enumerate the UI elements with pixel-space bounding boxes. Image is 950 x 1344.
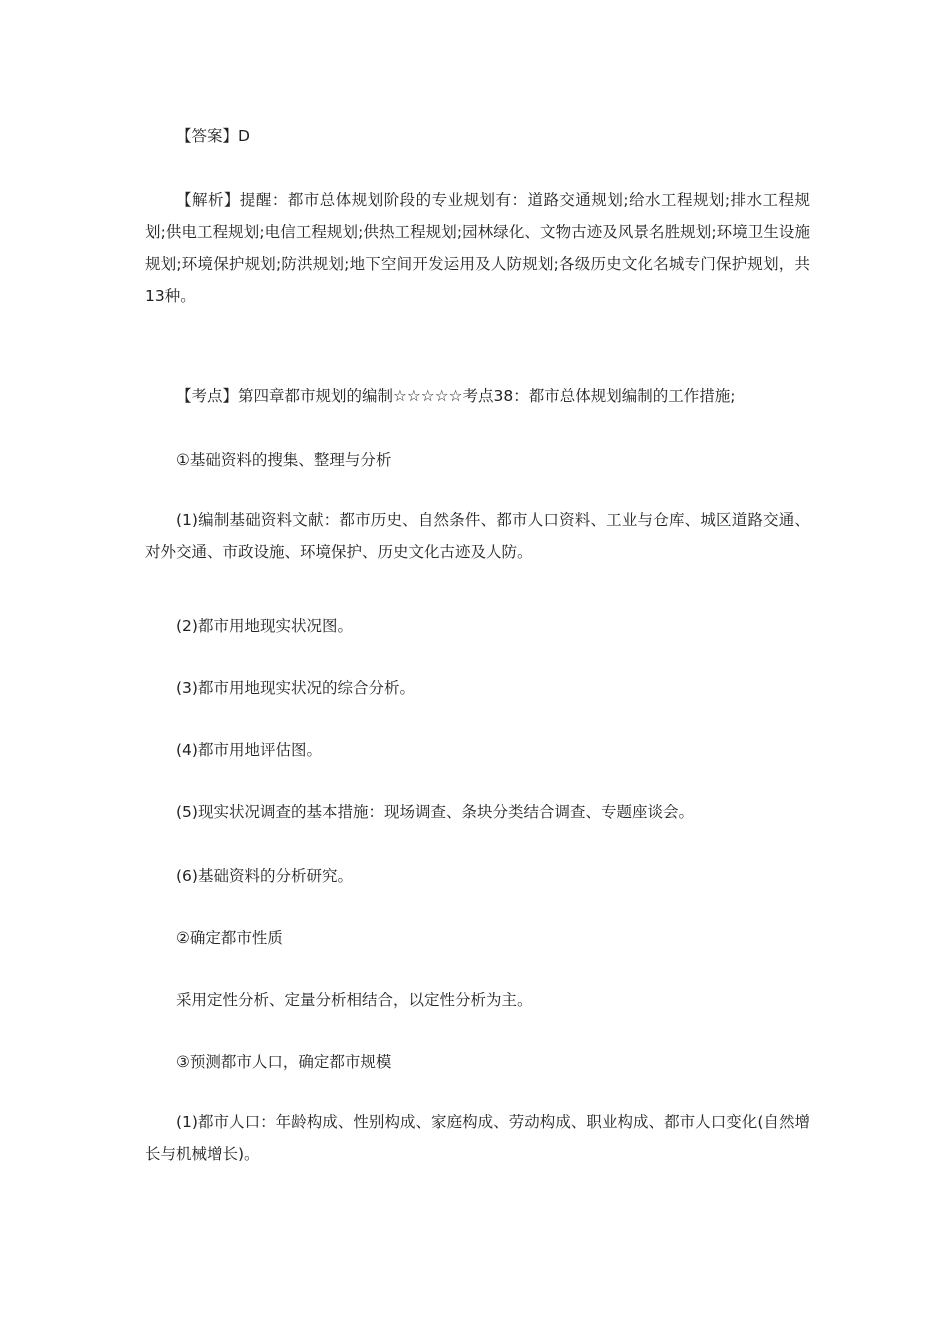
item-4-line: (4)都市用地评估图。	[176, 741, 322, 759]
item-3-line: (3)都市用地现实状况的综合分析。	[176, 679, 415, 697]
method-line: 采用定性分析、定量分析相结合，以定性分析为主。	[176, 991, 533, 1009]
item-2-line: (2)都市用地现实状况图。	[176, 617, 353, 635]
section-heading-3: ③预测都市人口，确定都市规模	[176, 1053, 392, 1071]
exam-point-line: 【考点】第四章都市规划的编制☆☆☆☆☆考点38：都市总体规划编制的工作措施;	[176, 387, 736, 405]
item-1-paragraph: (1)编制基础资料文献：都市历史、自然条件、都市人口资料、工业与仓库、城区道路交通、对外交通、市政设施、环境保护、历史文化古迹及人防。	[145, 511, 810, 561]
analysis-paragraph: 【解析】提醒：都市总体规划阶段的专业规划有：道路交通规划;给水工程规划;排水工程规划;供电工程规划;电信工程规划;供热工程规划;园林绿化、文物古迹及风景名胜规划;环境卫生设施规划;环境保护规划;防洪规划;地下空间开发运用及人防规划;各级历史文化名城专门保护规划，共13种。	[145, 191, 810, 305]
section-heading-2: ②确定都市性质	[176, 929, 283, 947]
item-6-line: (6)基础资料的分析研究。	[176, 867, 353, 885]
item-5-line: (5)现实状况调查的基本措施：现场调查、条块分类结合调查、专题座谈会。	[176, 803, 694, 821]
answer-line: 【答案】D	[176, 127, 250, 145]
population-paragraph: (1)都市人口：年龄构成、性别构成、家庭构成、劳动构成、职业构成、都市人口变化(自然增长与机械增长)。	[145, 1113, 810, 1163]
section-heading-1: ①基础资料的搜集、整理与分析	[176, 451, 392, 469]
